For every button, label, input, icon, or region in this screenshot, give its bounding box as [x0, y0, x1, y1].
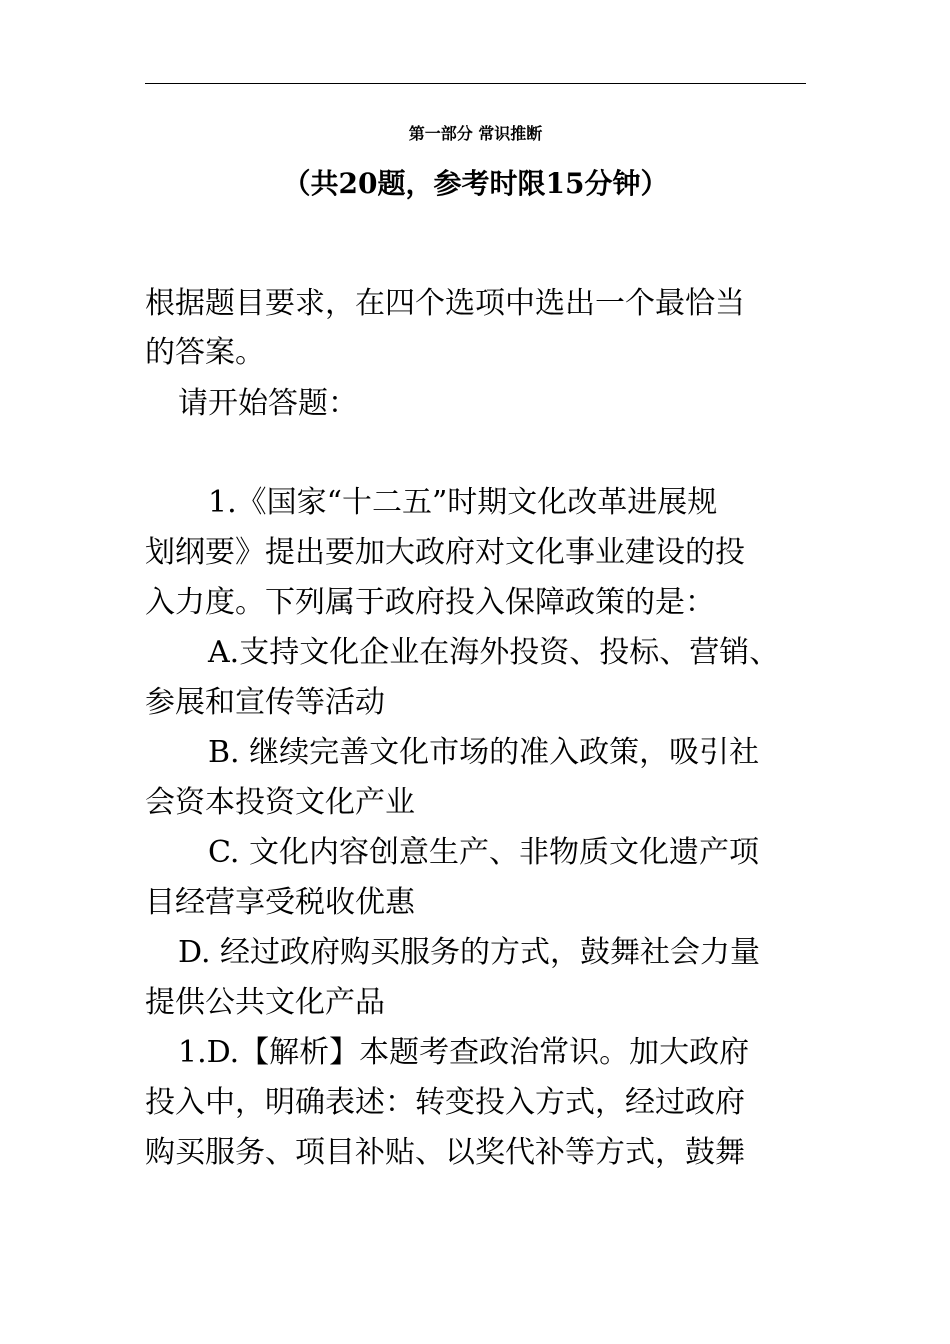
option-d-line-2: 提供公共文化产品	[145, 985, 385, 1020]
analysis-line-1: 1.D.【解析】本题考查政治常识。加大政府	[178, 1035, 750, 1070]
start-prompt: 请开始答题：	[178, 386, 358, 421]
option-a-line-1: A.支持文化企业在海外投资、投标、营销、	[208, 635, 780, 670]
instructions-line-2: 的答案。	[145, 335, 265, 370]
section-subheading: （共20题，参考时限15分钟）	[282, 167, 669, 200]
option-a-line-2: 参展和宣传等活动	[145, 685, 385, 720]
analysis-line-2: 投入中，明确表述：转变投入方式，经过政府	[145, 1085, 745, 1120]
analysis-line-3: 购买服务、项目补贴、以奖代补等方式，鼓舞	[145, 1135, 745, 1170]
option-c-line-2: 目经营享受税收优惠	[145, 885, 415, 920]
instructions-line-1: 根据题目要求，在四个选项中选出一个最恰当	[145, 286, 745, 321]
question-stem-line-2: 划纲要》提出要加大政府对文化事业建设的投	[145, 535, 745, 570]
option-b-line-1: B. 继续完善文化市场的准入政策，吸引社	[208, 735, 760, 770]
question-stem-line-1: 1.《国家“十二五”时期文化改革进展规	[208, 485, 718, 520]
option-b-line-2: 会资本投资文化产业	[145, 785, 415, 820]
option-d-line-1: D. 经过政府购买服务的方式，鼓舞社会力量	[178, 935, 761, 970]
question-stem-line-3: 入力度。下列属于政府投入保障政策的是：	[145, 585, 715, 620]
section-heading: 第一部分 常识推断	[408, 124, 543, 143]
top-divider	[145, 83, 806, 84]
option-c-line-1: C. 文化内容创意生产、非物质文化遗产项	[208, 835, 759, 870]
